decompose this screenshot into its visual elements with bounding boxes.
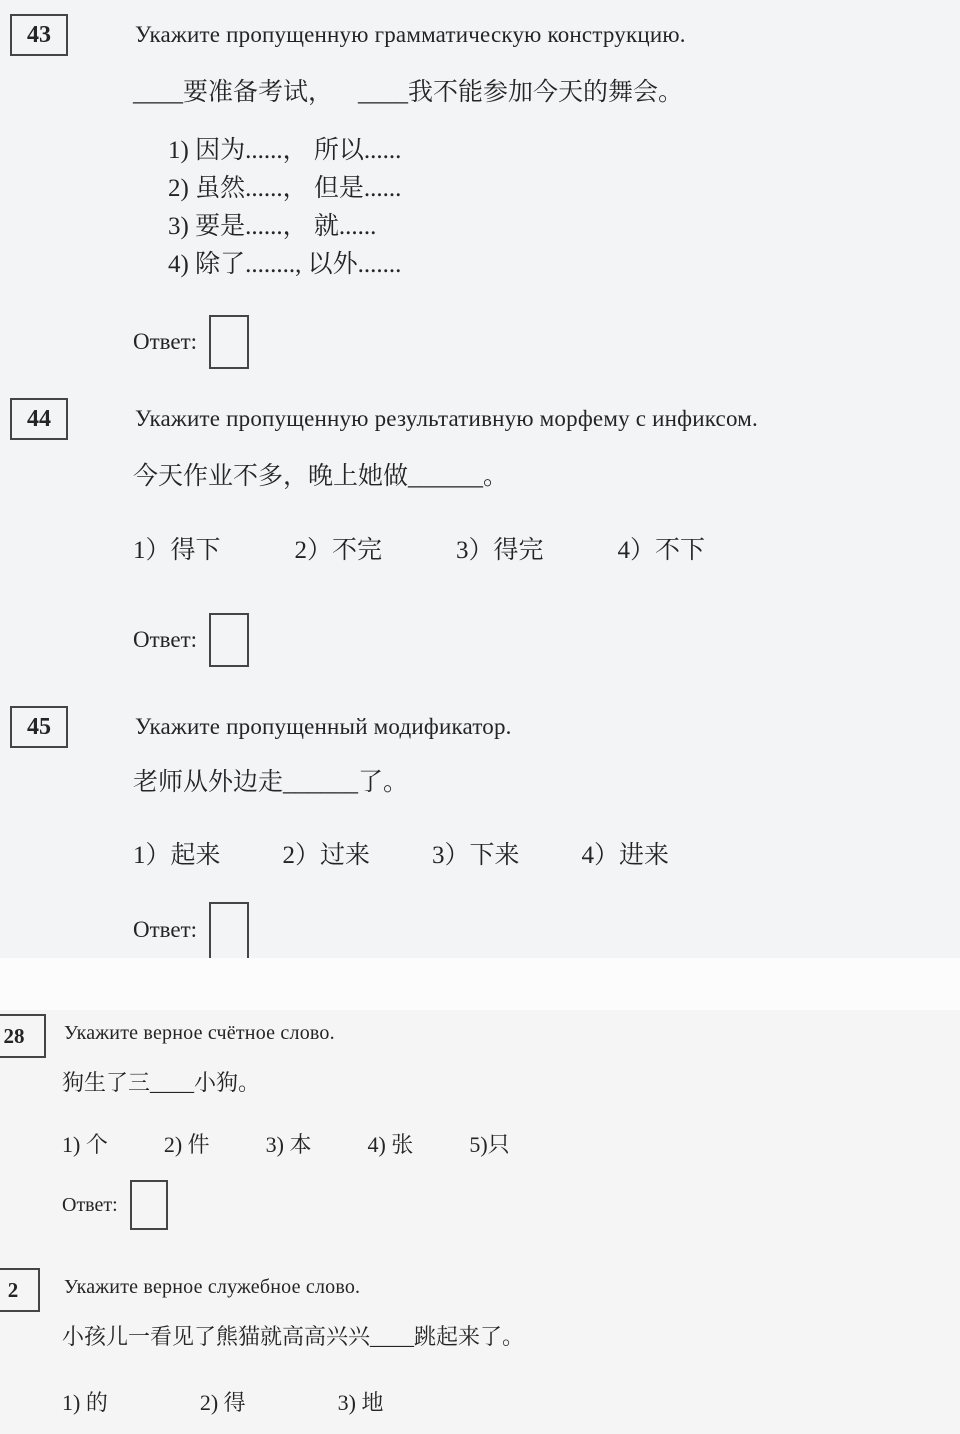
answer-label-44: Ответ:: [133, 627, 198, 652]
answer-row-45: [133, 902, 249, 958]
answer-row-28: [62, 1180, 168, 1230]
options-row-45: [133, 835, 669, 871]
option-44-1: 1）得下: [133, 537, 221, 564]
option-44-2: 2）不完: [294, 537, 383, 564]
question-number-box-28: 28: [0, 1014, 46, 1058]
option-43-3: 3) 要是......， 就......: [168, 213, 377, 240]
option-43-4: 4) 除了........, 以外.......: [168, 251, 402, 278]
answer-row-44: [133, 613, 249, 667]
question-number-box-44: 44: [10, 398, 68, 440]
option-28-2: 2) 件: [163, 1132, 210, 1157]
option-44-4: 4）不下: [617, 537, 706, 564]
answer-row-43: [133, 315, 249, 369]
question-sentence-2: 小孩儿一看见了熊猫就高高兴兴____跳起来了。: [62, 1324, 525, 1349]
options-row-44: [133, 530, 705, 566]
options-row-2: [62, 1386, 383, 1417]
option-28-1: 1) 个: [62, 1132, 108, 1157]
option-28-5: 5)只: [469, 1132, 510, 1157]
option-43-1: 1) 因为......， 所以......: [168, 137, 402, 164]
question-sentence-44: 今天作业不多，晚上她做______。: [133, 463, 509, 490]
answer-input-box-43[interactable]: [209, 315, 249, 369]
answer-label-43: Ответ:: [133, 329, 198, 354]
option-2-3: 3) 地: [337, 1390, 384, 1415]
option-28-4: 4) 张: [367, 1132, 414, 1157]
option-28-3: 3) 本: [265, 1132, 312, 1157]
options-row-28: [62, 1128, 510, 1159]
answer-label-28: Ответ:: [62, 1193, 118, 1216]
option-45-2: 2）过来: [282, 842, 371, 869]
question-instruction-43: Укажите пропущенную грамматическую конструкцию.: [135, 22, 686, 47]
question-number-box-2: 2: [0, 1268, 40, 1312]
question-number-box-45: 45: [10, 706, 68, 748]
question-sentence-45: 老师从外边走______了。: [133, 769, 409, 796]
answer-label-45: Ответ:: [133, 917, 198, 942]
question-instruction-44: Укажите пропущенную результативную морфему с инфиксом.: [135, 406, 758, 431]
option-2-1: 1) 的: [62, 1390, 108, 1415]
option-43-2: 2) 虽然......， 但是......: [168, 175, 402, 202]
question-sentence-43: ____要准备考试， ____我不能参加今天的舞会。: [133, 79, 684, 106]
question-number-box-43: 43: [10, 14, 68, 56]
answer-input-box-28[interactable]: [130, 1180, 168, 1230]
options-list-43: [168, 132, 401, 284]
answer-input-box-44[interactable]: [209, 613, 249, 667]
option-45-1: 1）起来: [133, 842, 221, 869]
option-44-3: 3）得完: [456, 537, 544, 564]
question-instruction-2: Укажите верное служебное слово.: [64, 1276, 361, 1298]
page-break-gap: [0, 958, 960, 1010]
option-45-3: 3）下来: [432, 842, 520, 869]
question-instruction-45: Укажите пропущенный модификатор.: [135, 714, 512, 739]
question-sentence-28: 狗生了三____小狗。: [62, 1070, 261, 1095]
option-2-2: 2) 得: [199, 1390, 246, 1415]
answer-input-box-45[interactable]: [209, 902, 249, 958]
question-instruction-28: Укажите верное счётное слово.: [64, 1022, 335, 1044]
option-45-4: 4）进来: [581, 842, 670, 869]
